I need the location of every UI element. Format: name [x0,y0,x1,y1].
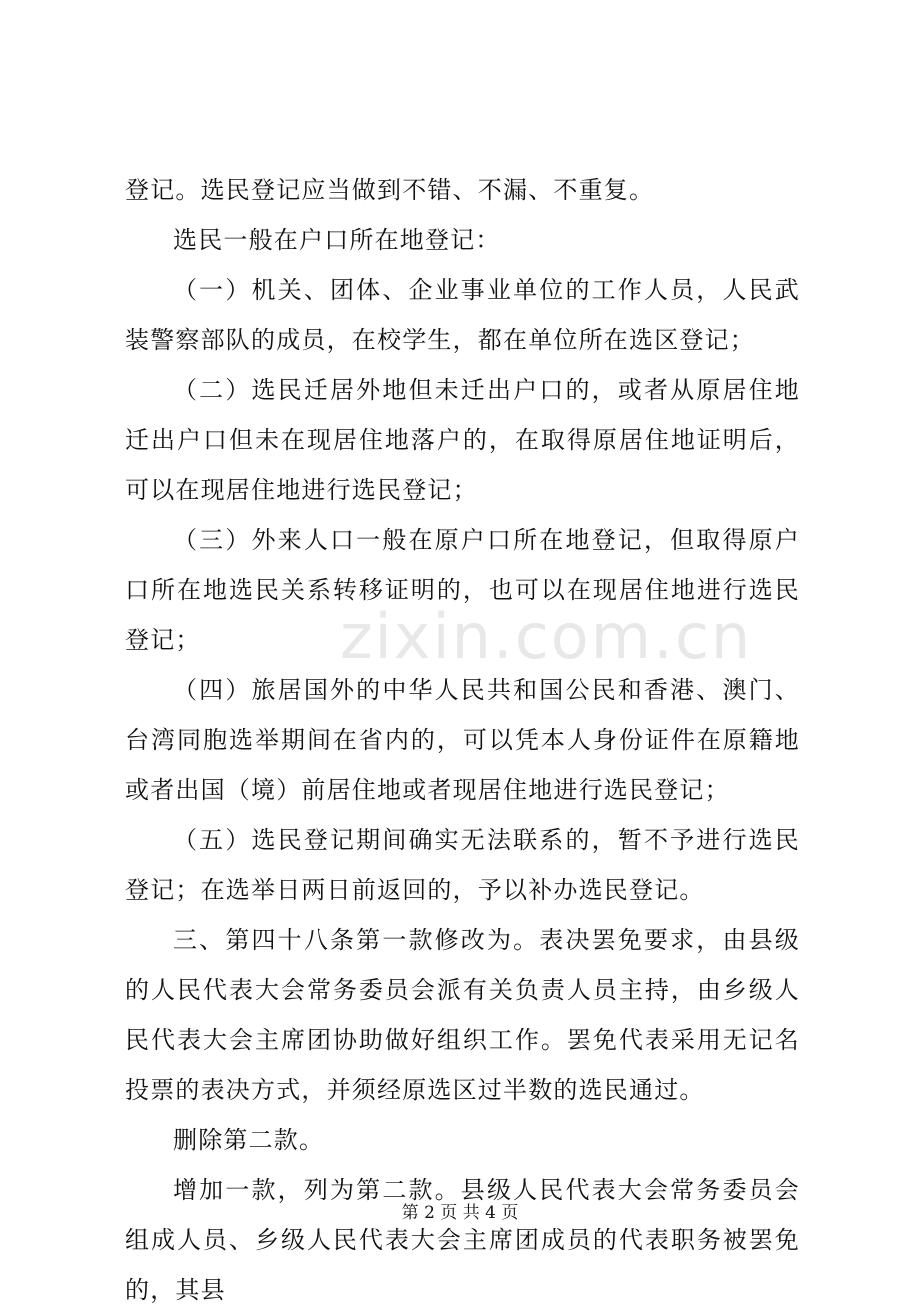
paragraph-5: （三）外来人口一般在原户口所在地登记，但取得原户口所在地选民关系转移证明的，也可以在现居住地进行选民登记； [125,526,800,654]
watermark-text: zixin.com.cn [340,600,753,673]
paragraph-3: （一）机关、团体、企业事业单位的工作人员，人民武装警察部队的成员，在校学生，都在单位所在选区登记； [125,276,800,354]
paragraph-4: （二）选民迁居外地但未迁出户口的，或者从原居住地迁出户口但未在现居住地落户的，在取得原居住地证明后，可以在现居住地进行选民登记； [125,376,800,504]
paragraph-8: 三、第四十八条第一款修改为。表决罢免要求，由县级的人民代表大会常务委员会派有关负责人员主持，由乡级人民代表大会主席团协助做好组织工作。罢免代表采用无记名投票的表决方式，并须经原选区过半数的选民通过。 [125,926,800,1104]
paragraph-2: 选民一般在户口所在地登记： [173,226,501,254]
paragraph-9: 删除第二款。 [173,1126,325,1154]
paragraph-10: 增加一款，列为第二款。县级人民代表大会常务委员会组成人员、乡级人民代表大会主席团成员的代表职务被罢免的，其县 [125,1176,800,1304]
paragraph-7: （五）选民登记期间确实无法联系的，暂不予进行选民登记；在选举日两日前返回的，予以补办选民登记。 [125,826,800,904]
document-body [125,165,800,1315]
paragraph-6: （四）旅居国外的中华人民共和国公民和香港、澳门、台湾同胞选举期间在省内的，可以凭本人身份证件在原籍地或者出国（境）前居住地或者现居住地进行选民登记； [125,676,800,804]
paragraph-1: 登记。选民登记应当做到不错、不漏、不重复。 [125,176,655,204]
page-number-footer: 第 2 页 共 4 页 [401,1203,519,1223]
